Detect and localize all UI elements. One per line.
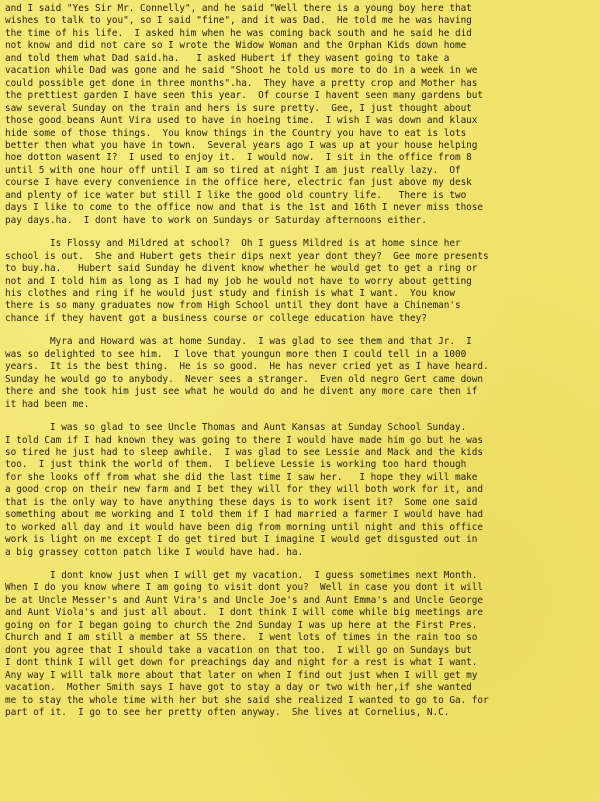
paragraph-gap bbox=[5, 325, 596, 336]
paragraph-gap bbox=[5, 227, 596, 238]
text-line: days I like to come to the office now and that is the 1st and 16th I never miss those bbox=[5, 202, 484, 214]
letter-paragraph bbox=[5, 570, 596, 719]
text-line: vacation. Mother Smith says I have got to stay a day or two with her,if she wanted bbox=[5, 682, 472, 694]
letter-paragraph bbox=[5, 3, 596, 227]
text-line: I told Cam if I had known they was going to there I would have made him go but he was bbox=[5, 434, 484, 446]
text-line: going on for I began going to church the 2nd Sunday I was up here at the First Pres. bbox=[5, 619, 478, 631]
text-line: and Aunt Viola's and just all about. I dont think I will come while big meetings are bbox=[5, 607, 484, 619]
text-line: and plenty of ice water but still I like the good old country life. There is two bbox=[5, 189, 467, 201]
text-line: better then what you have in town. Several years ago I was up at your house helping bbox=[5, 139, 478, 151]
text-line: and told them what Dad said.ha. I asked Hubert if they wasent going to take a bbox=[5, 52, 450, 64]
text-line: until 5 with one hour off until I am so tired at night I am just really lazy. Of bbox=[5, 164, 461, 176]
letter-paragraph bbox=[5, 422, 596, 559]
text-line: When I do you know where I am going to visit dont you? Well in case you dont it will bbox=[5, 582, 484, 594]
text-line: years. It is the best thing. He is so good. He has never cried yet as I have heard. bbox=[5, 361, 489, 373]
text-line: not know and did not care so I wrote the Widow Woman and the Orphan Kids down home bbox=[5, 40, 467, 52]
text-line: something about me working and I told them if I had married a farmer I would have had bbox=[5, 509, 484, 521]
text-line: school is out. She and Hubert gets their dips next year dont they? Gee more presents bbox=[5, 250, 489, 262]
text-line: course I have every convenience in the office here, electric fan just above my desk bbox=[5, 177, 472, 189]
text-line: hide some of those things. You know things in the Country you have to eat is lots bbox=[5, 127, 467, 139]
text-line: Is Flossy and Mildred at school? Oh I guess Mildred is at home since her bbox=[5, 238, 461, 250]
text-line: me to stay the whole time with her but she said she realized I wanted to go to Ga. for bbox=[5, 694, 489, 706]
paragraph-gap bbox=[5, 411, 596, 422]
text-line: the prettiest garden I have seen this year. Of course I havent seen many gardens but bbox=[5, 90, 484, 102]
text-line: wishes to talk to you", so I said "fine", and it was Dad. He told me he was having bbox=[5, 15, 472, 27]
letter-paragraph bbox=[5, 336, 596, 411]
text-line: be at Uncle Messer's and Aunt Vira's and Uncle Joe's and Aunt Emma's and Uncle George bbox=[5, 594, 484, 606]
text-line: the time of his life. I asked him when he was coming back south and he said he did bbox=[5, 27, 472, 39]
text-line: so tired he just had to sleep awhile. I was glad to see Lessie and Mack and the kids bbox=[5, 446, 484, 458]
text-line: a good crop on their new farm and I bet they will for they will both work for it, and bbox=[5, 484, 484, 496]
text-line: his clothes and ring if he would just study and finish is what I want. You know bbox=[5, 287, 455, 299]
text-line: those good beans Aunt Vira used to have in hoeing time. I wish I was down and klaux bbox=[5, 115, 478, 127]
text-line: dont you agree that I should take a vacation on that too. I will go on Sundays but bbox=[5, 644, 472, 656]
text-line: work is light on me except I do get tired but I imagine I would get disgusted out in bbox=[5, 534, 478, 546]
text-line: a big grassey cotton patch like I would have had. ha. bbox=[5, 546, 304, 558]
text-line: Church and I am still a member at SS there. I went lots of times in the rain too so bbox=[5, 632, 478, 644]
text-line: hoe dotton wasent I? I used to enjoy it. I would now. I sit in the office from 8 bbox=[5, 152, 472, 164]
text-line: pay days.ha. I dont have to work on Sundays or Saturday afternoons either. bbox=[5, 214, 427, 226]
text-line: to buy.ha. Hubert said Sunday he divent know whether he would get to get a ring or bbox=[5, 263, 478, 275]
text-line: could possible get done in three months".ha. They have a pretty crop and Mother has bbox=[5, 77, 478, 89]
text-line: and I said "Yes Sir Mr. Connelly", and he said "Well there is a young boy here that bbox=[5, 3, 472, 14]
text-line: that is the only way to have anything these days is to work isent it? Some one said bbox=[5, 496, 478, 508]
text-line: Sunday he would go to anybody. Never sees a stranger. Even old negro Gert came down bbox=[5, 373, 484, 385]
text-line: was so delighted to see him. I love that youngun more then I could tell in a 1000 bbox=[5, 348, 467, 360]
text-line: vacation while Dad was gone and he said "Shoot he told us more to do in a week in we bbox=[5, 65, 478, 77]
text-line: for she looks off from what she did the last time I saw her. I hope they will make bbox=[5, 471, 478, 483]
text-line: there is so many graduates now from High School until they dont have a Chineman's bbox=[5, 300, 461, 312]
text-line: chance if they havent got a business course or college education have they? bbox=[5, 312, 427, 324]
text-line: saw several Sunday on the train and hers is sure pretty. Gee, I just thought about bbox=[5, 102, 472, 114]
text-line: to worked all day and it would have been dig from morning until night and this office bbox=[5, 521, 484, 533]
text-line: Any way I will talk more about that later on when I find out just when I will get my bbox=[5, 669, 478, 681]
letter-paragraph bbox=[5, 238, 596, 325]
text-line: I dont think I will get down for preachings day and night for a rest is what I want. bbox=[5, 657, 478, 669]
text-line: Myra and Howard was at home Sunday. I was glad to see them and that Jr. I bbox=[5, 336, 472, 348]
text-line: part of it. I go to see her pretty often anyway. She lives at Cornelius, N.C. bbox=[5, 707, 450, 719]
paragraph-gap bbox=[5, 559, 596, 570]
text-line: I was so glad to see Uncle Thomas and Aunt Kansas at Sunday School Sunday. bbox=[5, 422, 467, 434]
text-line: there and she took him just see what he would do and he divent any more care then if bbox=[5, 386, 478, 398]
text-line: I dont know just when I will get my vacation. I guess sometimes next Month. bbox=[5, 570, 478, 582]
text-line: too. I just think the world of them. I believe Lessie is working too hard though bbox=[5, 459, 467, 471]
text-line: it had been me. bbox=[5, 398, 90, 410]
text-line: not and I told him as long as I had my job he would not have to worry about getting bbox=[5, 275, 472, 287]
